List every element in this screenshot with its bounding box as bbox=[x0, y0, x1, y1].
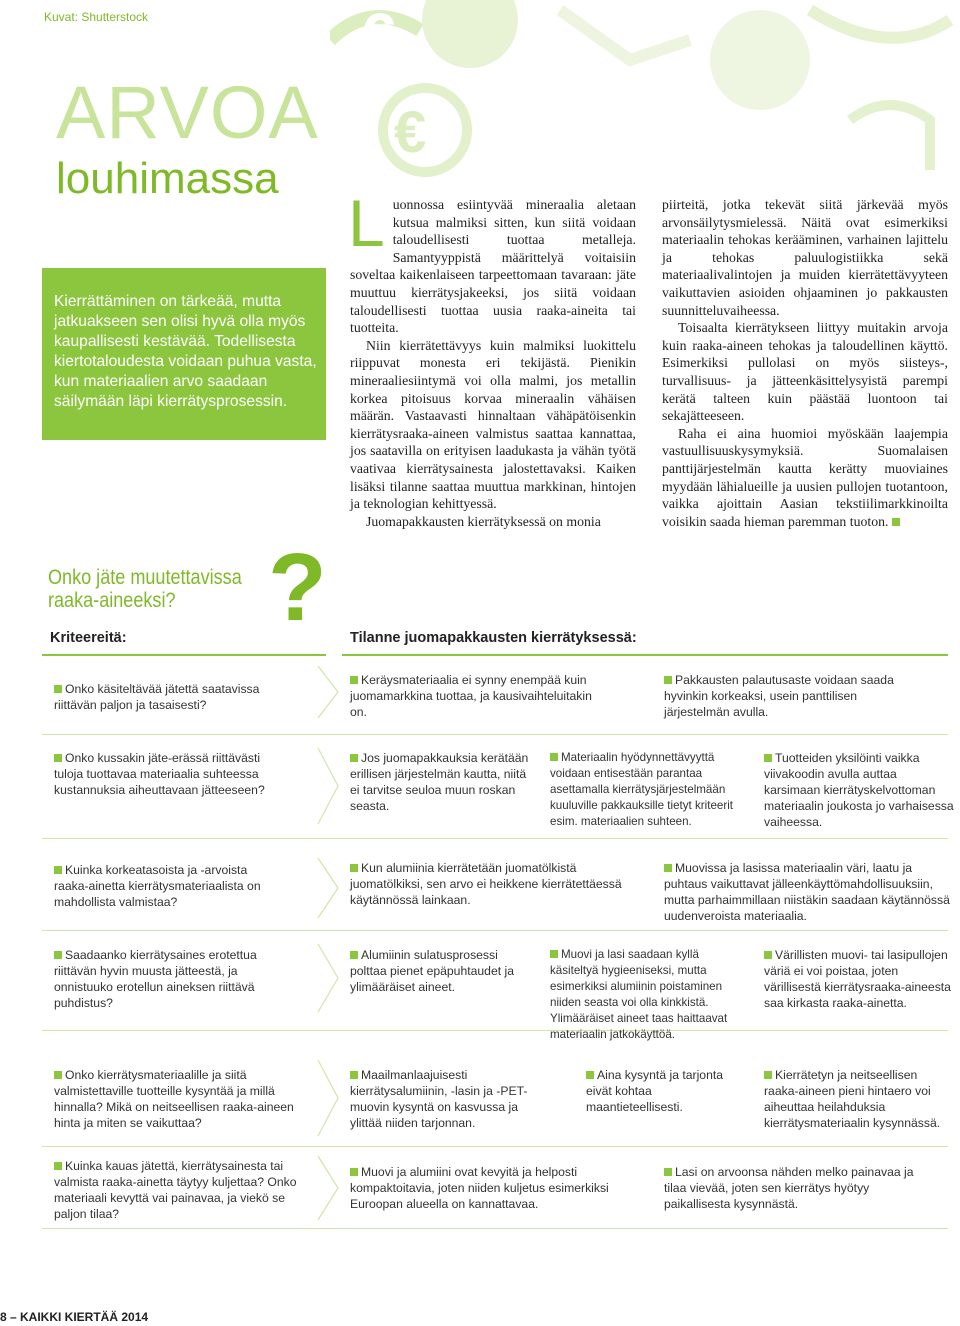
green-square-bullet-icon bbox=[350, 1168, 358, 1176]
situation-item: Muovissa ja lasissa materiaalin väri, laatu ja puhtaus vaikuttavat jälleenkäyttömahdollisuuksiin, mutta parhaimmillaan niistäkin saadaan käytännössä uudenveroista materiaalia. bbox=[664, 861, 950, 923]
chevron-right-icon bbox=[318, 944, 338, 1012]
article-column-1 bbox=[348, 186, 636, 530]
green-square-bullet-icon bbox=[54, 951, 62, 959]
svg-text:€: € bbox=[394, 100, 427, 165]
green-square-bullet-icon bbox=[54, 1162, 62, 1170]
row-divider bbox=[42, 1228, 948, 1229]
criteria-rule bbox=[42, 654, 326, 656]
green-square-bullet-icon bbox=[764, 1071, 772, 1079]
criterion-item: Onko kierrätysmateriaalille ja siitä valmistettaville tuotteille kysyntää ja millä hinnalla? Mikä on neitseellisen raaka-aineen hinta ja miten se vaikuttaa? bbox=[54, 1068, 294, 1130]
situation-item: Lasi on arvoonsa nähden melko painavaa ja tilaa vievää, joten sen kierrätys hyötyy paikallisesta kysynnästä. bbox=[664, 1165, 914, 1211]
green-square-bullet-icon bbox=[586, 1071, 594, 1079]
situation-item: Aina kysyntä ja tarjonta eivät kohtaa maantieteellisesti. bbox=[586, 1068, 724, 1114]
green-square-bullet-icon bbox=[664, 1168, 672, 1176]
intro-box bbox=[42, 268, 326, 440]
question-mark-icon: ? bbox=[268, 534, 327, 641]
green-square-bullet-icon bbox=[350, 676, 358, 684]
criteria-heading: Kriteereitä: bbox=[50, 630, 127, 646]
green-square-bullet-icon bbox=[664, 676, 672, 684]
article-subtitle: louhimassa bbox=[56, 154, 279, 203]
green-square-bullet-icon bbox=[54, 685, 62, 693]
situation-item: Värillisten muovi- tai lasipullojen väriä ei voi poistaa, joten värillisestä kierrätysraaka-aineesta saa kirkasta raaka-ainetta. bbox=[764, 948, 951, 1010]
euro-coins-illustration bbox=[330, 0, 960, 185]
green-square-bullet-icon bbox=[550, 753, 558, 761]
row-divider bbox=[42, 1030, 948, 1031]
article-column-2 bbox=[662, 196, 948, 530]
criterion-item: Kuinka korkeatasoista ja -arvoista raaka-ainetta kierrätysmateriaalista on mahdollista valmistaa? bbox=[54, 863, 261, 909]
row-divider bbox=[42, 1146, 948, 1147]
paragraph: Niin kierrätettävyys kuin malmiksi luokittelu riippuvat monesta eri tekijästä. Pienikin mineraaliesiintymä voi olla malmi, jos metallin korkea pitoisuus korvaa mineraalin vähäisen määrän. Vastaavasti hinnaltaan vähäpätöisenkin kierrätysraaka-aineen valmistus saattaa kannattaa, jos saatavilla on erityisen laadukasta ja vähän työtä vaativaa kierrätysainesta jalostettavaksi. Kaiken lisäksi tilanne saattaa muuttua markkinan, hintojen ja teknologian kehittyessä. bbox=[350, 337, 636, 512]
green-square-bullet-icon bbox=[550, 950, 558, 958]
situation-item: Muovi ja lasi saadaan kyllä käsiteltyä hygieeniseksi, mutta esimerkiksi alumiinin poistaminen niiden seasta voi olla kinkkistä. Ylimääräiset aineet taas haittaavat materiaalin jatkokäyttöä. bbox=[550, 948, 728, 1041]
situation-rule bbox=[342, 654, 948, 656]
situation-item: Jos juomapakkauksia kerätään erillisen järjestelmän kautta, niitä ei tarvitse seuloa muun roskan seasta. bbox=[350, 751, 529, 813]
end-mark-icon bbox=[892, 518, 900, 526]
situation-item: Kierrätetyn ja neitseellisen raaka-aineen pieni hintaero voi aiheuttaa heilahduksia kierrätysmateriaalin kysynnässä. bbox=[764, 1068, 941, 1130]
paragraph: Luonnossa esiintyvää mineraalia aletaan kutsua malmiksi sitten, kun siitä voidaan taloudellisesti tuottaa metalleja. Samantyyppistä määrittelyä voitaisiin soveltaa kaikenlaiseen tarpeettomaan tavaraan: jäte muuttuu kierrätysjakeeksi, jos siitä voidaan taloudellisesti tuottaa uusia raaka-aineita tai tuotteita. bbox=[348, 186, 636, 336]
criterion-item: Kuinka kauas jätettä, kierrätysainesta tai valmista raaka-ainetta täytyy kuljettaa? Onko materiaali kevyttä vai painavaa, ja viekö se paljon tilaa? bbox=[54, 1159, 297, 1221]
row-divider bbox=[42, 930, 948, 931]
row-divider bbox=[42, 838, 948, 839]
green-square-bullet-icon bbox=[54, 1071, 62, 1079]
chevron-right-icon bbox=[318, 858, 338, 918]
criterion-item: Onko kussakin jäte-erässä riittävästi tuloja tuottavaa materiaalia suhteessa kustannuksia aiheuttavaan jätteeseen? bbox=[54, 751, 265, 797]
intro-text: Kierrättäminen on tärkeää, mutta jatkuakseen sen olisi hyvä olla myös kaupallisesti kestävää. Todellisesta kiertotaloudesta voidaan puhua vasta, kun materiaalien arvo saadaan säilymään läpi kierrätysprosessin. bbox=[54, 293, 317, 410]
situation-item: Tuotteiden yksilöinti vaikka viivakoodin avulla auttaa karsimaan kierrätyskelvottoman materiaalin joukosta jo varhaisessa vaiheessa. bbox=[764, 751, 954, 829]
article-title: ARVOA bbox=[56, 71, 319, 154]
drop-cap: L bbox=[348, 186, 385, 260]
svg-text:€: € bbox=[360, 0, 396, 72]
green-square-bullet-icon bbox=[54, 866, 62, 874]
situation-item: Maailmanlaajuisesti kierrätysalumiinin, -lasin ja -PET-muovin kysyntä on kasvussa ja ylittää niiden tarjonnan. bbox=[350, 1068, 528, 1130]
row-divider bbox=[42, 734, 948, 735]
green-square-bullet-icon bbox=[764, 951, 772, 959]
green-square-bullet-icon bbox=[350, 754, 358, 762]
situation-item: Muovi ja alumiini ovat kevyitä ja helposti kompaktoitavia, joten niiden kuljetus esimerkiksi Euroopan alueella on kannattavaa. bbox=[350, 1165, 609, 1211]
green-square-bullet-icon bbox=[54, 754, 62, 762]
green-square-bullet-icon bbox=[350, 864, 358, 872]
situation-item: Alumiinin sulatusprosessi polttaa pienet epäpuhtaudet ja ylimääräiset aineet. bbox=[350, 948, 514, 994]
situation-item: Kun alumiinia kierrätetään juomatölkistä juomatölkiksi, sen arvo ei heikkene kierrätettäessä käytännössä lainkaan. bbox=[350, 861, 622, 907]
chevron-right-icon bbox=[318, 666, 338, 718]
criterion-item: Onko käsiteltävää jätettä saatavissa riittävän paljon ja tasaisesti? bbox=[54, 682, 260, 712]
chevron-right-icon bbox=[318, 748, 338, 824]
chevron-right-icon bbox=[318, 1156, 338, 1220]
situation-heading: Tilanne juomapakkausten kierrätyksessä: bbox=[350, 630, 637, 646]
situation-item: Materiaalin hyödynnettävyyttä voidaan entisestään parantaa asettamalla kierrätysjärjestelmään kuuluville pakkauksille tietyt kriteerit esim. materiaalien suhteen. bbox=[550, 751, 733, 828]
photo-credit: Kuvat: Shutterstock bbox=[44, 10, 149, 24]
green-square-bullet-icon bbox=[764, 754, 772, 762]
green-square-bullet-icon bbox=[350, 1071, 358, 1079]
criterion-item: Saadaanko kierrätysaines erotettua riittävän hyvin muusta jätteestä, ja onnistuuko erotellun aineksen riittävä puhdistus? bbox=[54, 948, 257, 1010]
paragraph: piirteitä, jotka tekevät siitä järkevää myös arvonsäilytysmielessä. Näitä ovat esimerkiksi materiaalin tehokas kerääminen, varhainen lajittelu ja tehokas paluulogistiikka sekä materiaalivalintojen ja muiden kierrätettävyyteen vaikuttavien asioiden ohjaaminen jo pakkausten suunnitteluvaiheessa. bbox=[662, 197, 948, 318]
situation-item: Keräysmateriaalia ei synny enempää kuin juomamarkkina tuottaa, ja kausivaihteluitakin on. bbox=[350, 673, 592, 719]
paragraph: Raha ei aina huomioi myöskään laajempia vastuullisuuskysymyksiä. Suomalaisen panttijärjestelmän kautta kerätty muoviaines myydään lähialueille ja uusien pullojen tuotantoon, vaikka ajoittain Aasian tekstiilimarkkinoilta voisikin saada hieman paremman tuoton. bbox=[662, 425, 948, 529]
situation-item: Pakkausten palautusaste voidaan saada hyvinkin korkeaksi, usein panttilisen järjestelmän avulla. bbox=[664, 673, 894, 719]
page-footer: 8 – KAIKKI KIERTÄÄ 2014 bbox=[0, 1310, 149, 1324]
chevron-right-icon bbox=[318, 1060, 338, 1136]
green-square-bullet-icon bbox=[350, 951, 358, 959]
paragraph: Juomapakkausten kierrätyksessä on monia bbox=[366, 513, 601, 529]
paragraph: Toisaalta kierrätykseen liittyy muitakin arvoja kuin raaka-aineen tehokas ja taloudellinen käyttö. Esimerkiksi pullolasi on myös siisteys-, turvallisuus- ja jätteenkäsittelysyistä parempi kerätä talteen kuin päästää luontoon tai sekajätteeseen. bbox=[662, 320, 948, 424]
question-heading: Onko jäte muutettavissa raaka-aineeksi? bbox=[48, 566, 242, 612]
green-square-bullet-icon bbox=[664, 864, 672, 872]
